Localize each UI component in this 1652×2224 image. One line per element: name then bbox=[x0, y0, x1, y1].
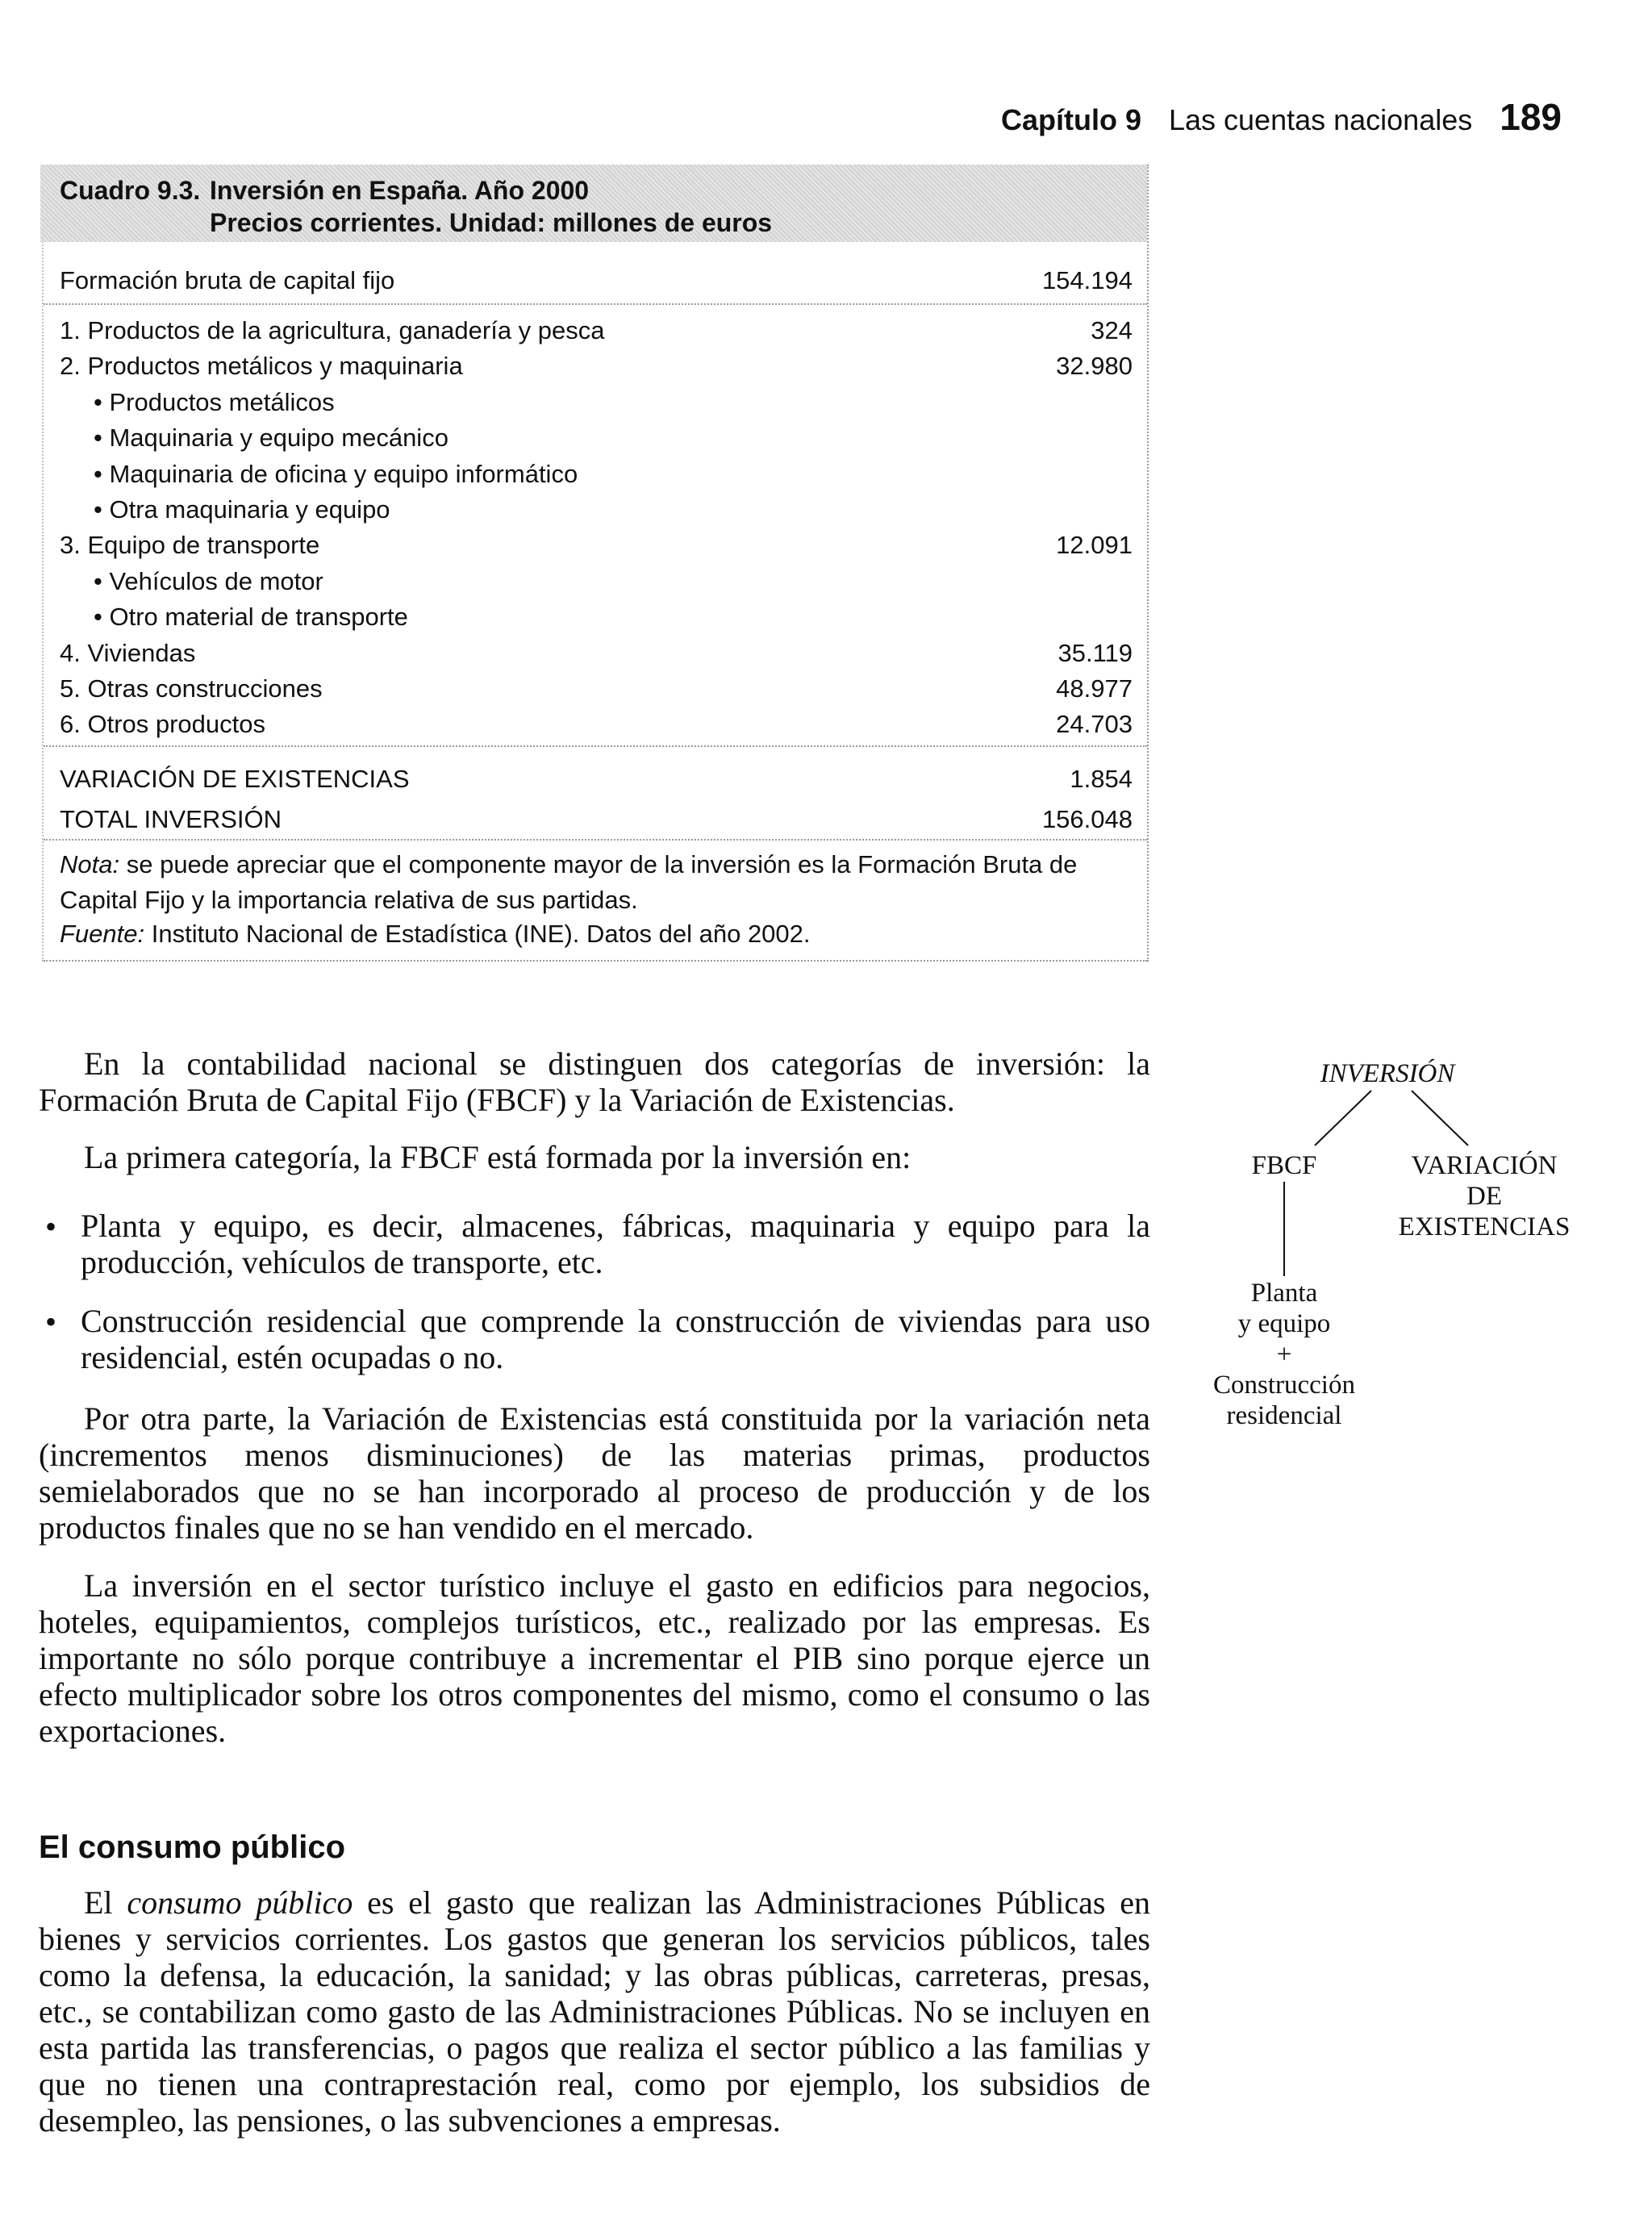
caption-number: Cuadro 9.3. bbox=[60, 176, 201, 205]
p5-lead: El bbox=[84, 1884, 127, 1921]
bullet-marker: • bbox=[45, 1208, 57, 1245]
row-label: • Maquinaria y equipo mecánico bbox=[94, 424, 448, 453]
note-label: Nota: bbox=[60, 850, 120, 878]
paragraph: La inversión en el sector turístico incluye el gasto en edificios para negocios, hoteles, equipamientos, complejos turísticos, etc., realizado por las empresas. Es importante no sólo porque contribuye a incrementar el PIB sino porque ejerce un efecto multiplicador sobre los otros componentes del mismo, como el consumo o las exportaciones. bbox=[39, 1567, 1150, 1749]
row-label: 1. Productos de la agricultura, ganadería y pesca bbox=[60, 316, 605, 344]
table-caption bbox=[40, 165, 1147, 242]
row-label: 3. Equipo de transporte bbox=[60, 531, 320, 560]
page-number: 189 bbox=[1500, 96, 1562, 138]
source-text: Instituto Nacional de Estadística (INE). Datos del año 2002. bbox=[144, 920, 811, 948]
table-row bbox=[60, 420, 1133, 456]
chapter-label: Capítulo 9 bbox=[1000, 103, 1141, 136]
paragraph: En la contabilidad nacional se distinguen dos categorías de inversión: la Formación Bruta de Capital Fijo (FBCF) y la Variación de Existencias. bbox=[39, 1045, 1150, 1118]
caption-subtitle: Precios corrientes. Unidad: millones de euros bbox=[210, 208, 773, 237]
table-row bbox=[60, 457, 1133, 492]
diagram-fbcf-components: Planta y equipo + Construcción residencial bbox=[1213, 1279, 1355, 1430]
table-row bbox=[60, 636, 1133, 671]
row-value: 1.854 bbox=[1070, 765, 1133, 793]
table-bottom-rule bbox=[44, 960, 1147, 962]
row-label: • Vehículos de motor bbox=[94, 566, 323, 595]
section-heading: El consumo público bbox=[39, 1830, 346, 1865]
row-label: • Otro material de transporte bbox=[94, 603, 408, 632]
row-value: 12.091 bbox=[1056, 531, 1133, 560]
table-row bbox=[60, 348, 1133, 384]
row-label: 4. Viviendas bbox=[60, 638, 196, 667]
table-divider bbox=[44, 303, 1147, 305]
diagram-root: INVERSIÓN bbox=[1320, 1059, 1455, 1088]
row-value: 48.977 bbox=[1056, 674, 1133, 703]
table-divider bbox=[44, 745, 1147, 747]
bullet-item: Planta y equipo, es decir, almacenes, fábricas, maquinaria y equipo para la producción, vehículos de transporte, etc. bbox=[81, 1208, 1150, 1280]
row-value: 35.119 bbox=[1058, 638, 1133, 667]
row-value: 154.194 bbox=[1041, 266, 1133, 294]
row-label: 5. Otras construcciones bbox=[60, 674, 323, 703]
p5-italic-term: consumo público bbox=[127, 1884, 353, 1921]
paragraph: Por otra parte, la Variación de Existencias está constituida por la variación neta (incrementos menos disminuciones) de las materias primas, productos semielaborados que no se han incorporado al proceso de producción y de los productos finales que no se han vendido en el mercado. bbox=[39, 1400, 1150, 1546]
investment-diagram bbox=[1194, 1049, 1581, 1468]
table-row bbox=[60, 528, 1133, 563]
investment-table bbox=[42, 165, 1149, 962]
section-label: Las cuentas nacionales bbox=[1168, 103, 1473, 136]
row-value: 24.703 bbox=[1056, 710, 1133, 739]
row-value: 324 bbox=[1091, 316, 1133, 344]
fbcf-row bbox=[60, 263, 1133, 298]
diagram-connector bbox=[1412, 1091, 1468, 1145]
total-row bbox=[60, 802, 1133, 837]
table-row bbox=[60, 671, 1133, 707]
variacion-row bbox=[60, 762, 1133, 797]
row-label: • Otra maquinaria y equipo bbox=[94, 495, 390, 524]
table-row bbox=[60, 564, 1133, 599]
note-text: se puede apreciar que el componente mayor de la inversión es la Formación Bruta de Capital Fijo y la importancia relativa de sus partidas. bbox=[60, 850, 1078, 914]
row-label: TOTAL INVERSIÓN bbox=[60, 805, 282, 833]
table-row bbox=[60, 707, 1133, 742]
row-value: 32.980 bbox=[1056, 352, 1133, 381]
caption-title: Inversión en España. Año 2000 bbox=[210, 176, 590, 205]
paragraph bbox=[39, 1884, 1150, 2138]
p5-rest: es el gasto que realizan las Administraciones Públicas en bienes y servicios corrientes. Los gastos que generan los servicios públicos, tales como la defensa, la educación, la sanidad; y las obras públicas, carreteras, presas, etc., se contabilizan como gasto de las Administraciones Públicas. No se incluyen en esta partida las transferencias, o pagos que realiza el sector público a las familias y que no tienen una contraprestación real, como por ejemplo, los subsidios de desempleo, las pensiones, o las subvenciones a empresas. bbox=[39, 1884, 1151, 2138]
row-label: • Maquinaria de oficina y equipo informático bbox=[94, 459, 578, 488]
table-row bbox=[60, 599, 1133, 635]
diagram-fbcf: FBCF bbox=[1251, 1151, 1317, 1180]
row-label: • Productos metálicos bbox=[94, 387, 335, 416]
bullet-item: Construcción residencial que comprende la construcción de viviendas para uso residencial, estén ocupadas o no. bbox=[81, 1303, 1150, 1375]
table-source bbox=[60, 916, 1133, 952]
diagram-variacion: VARIACIÓN DE EXISTENCIAS bbox=[1398, 1151, 1571, 1241]
table-row bbox=[60, 313, 1133, 348]
table-row bbox=[60, 385, 1133, 420]
bullet-marker: • bbox=[45, 1304, 57, 1340]
source-label: Fuente: bbox=[60, 920, 145, 948]
row-label: 2. Productos metálicos y maquinaria bbox=[60, 352, 463, 381]
row-value: 156.048 bbox=[1041, 805, 1133, 833]
page-header bbox=[1001, 95, 1562, 139]
diagram-connector bbox=[1315, 1091, 1371, 1145]
table-divider bbox=[44, 839, 1147, 841]
row-label: Formación bruta de capital fijo bbox=[60, 266, 395, 294]
table-note bbox=[60, 847, 1133, 918]
table-row bbox=[60, 492, 1133, 528]
row-label: 6. Otros productos bbox=[60, 710, 266, 739]
paragraph: La primera categoría, la FBCF está formada por la inversión en: bbox=[84, 1139, 912, 1175]
row-label: VARIACIÓN DE EXISTENCIAS bbox=[60, 765, 410, 793]
